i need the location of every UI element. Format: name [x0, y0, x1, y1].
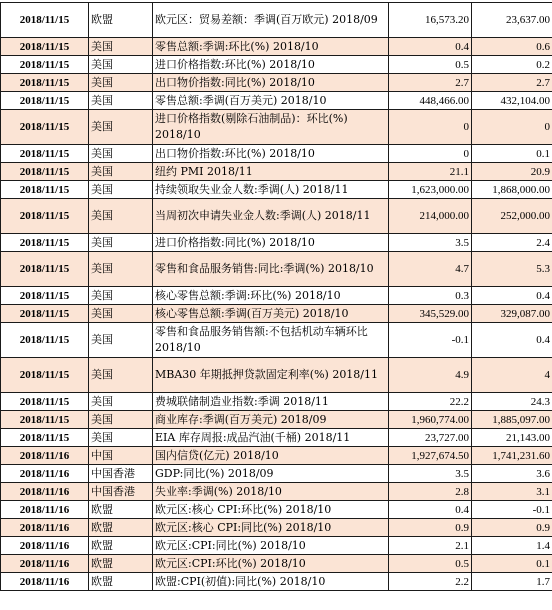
date-cell: 2018/11/15 [1, 56, 89, 74]
indicator-cell: 欧元区:核心 CPI:同比(%) 2018/10 [153, 519, 389, 537]
previous-value-cell: 0.4 [389, 501, 472, 519]
date-cell: 2018/11/15 [1, 393, 89, 411]
country-cell: 美国 [89, 38, 153, 56]
indicator-cell: EIA 库存周报:成品汽油(千桶) 2018/11 [153, 429, 389, 447]
country-cell: 美国 [89, 393, 153, 411]
indicator-cell: 进口价格指数:同比(%) 2018/10 [153, 234, 389, 252]
table-row [1, 252, 552, 287]
country-cell: 美国 [89, 358, 153, 393]
table-row [1, 429, 552, 447]
table-row [1, 555, 552, 573]
country-cell: 欧盟 [89, 519, 153, 537]
country-cell: 美国 [89, 234, 153, 252]
indicator-cell: 欧元区:CPI:同比(%) 2018/10 [153, 537, 389, 555]
table-row [1, 447, 552, 465]
date-cell: 2018/11/15 [1, 163, 89, 181]
country-cell: 美国 [89, 74, 153, 92]
previous-value-cell: 0 [389, 145, 472, 163]
date-cell: 2018/11/15 [1, 3, 89, 38]
date-cell: 2018/11/16 [1, 501, 89, 519]
country-cell: 美国 [89, 145, 153, 163]
table-row [1, 199, 552, 234]
date-cell: 2018/11/15 [1, 110, 89, 145]
forecast-value-cell: 24.3 [472, 393, 552, 411]
indicator-cell: 欧元区:CPI:环比(%) 2018/10 [153, 555, 389, 573]
forecast-value-cell: 2.7 [472, 74, 552, 92]
table-row [1, 573, 552, 591]
date-cell: 2018/11/16 [1, 519, 89, 537]
table-row [1, 358, 552, 393]
country-cell: 美国 [89, 323, 153, 358]
previous-value-cell: 0.4 [389, 38, 472, 56]
date-cell: 2018/11/15 [1, 252, 89, 287]
indicator-cell: MBA30 年期抵押贷款固定利率(%) 2018/11 [153, 358, 389, 393]
forecast-value-cell: 432,104.00 [472, 92, 552, 110]
table-row [1, 163, 552, 181]
forecast-value-cell: 1.4 [472, 537, 552, 555]
forecast-value-cell: 252,000.00 [472, 199, 552, 234]
country-cell: 美国 [89, 56, 153, 74]
indicator-cell: 欧元区:核心 CPI:环比(%) 2018/10 [153, 501, 389, 519]
date-cell: 2018/11/15 [1, 358, 89, 393]
indicator-cell: 零售和食品服务销售:同比:季调(%) 2018/10 [153, 252, 389, 287]
date-cell: 2018/11/15 [1, 38, 89, 56]
date-cell: 2018/11/16 [1, 483, 89, 501]
table-row [1, 56, 552, 74]
forecast-value-cell: 329,087.00 [472, 305, 552, 323]
indicator-cell: 零售总额:季调:环比(%) 2018/10 [153, 38, 389, 56]
date-cell: 2018/11/16 [1, 555, 89, 573]
date-cell: 2018/11/15 [1, 287, 89, 305]
date-cell: 2018/11/16 [1, 447, 89, 465]
indicator-cell: 进口价格指数:环比(%) 2018/10 [153, 56, 389, 74]
country-cell: 欧盟 [89, 555, 153, 573]
table-row [1, 483, 552, 501]
previous-value-cell: 2.2 [389, 573, 472, 591]
date-cell: 2018/11/15 [1, 305, 89, 323]
country-cell: 美国 [89, 163, 153, 181]
date-cell: 2018/11/16 [1, 465, 89, 483]
table-row [1, 145, 552, 163]
forecast-value-cell: 3.6 [472, 465, 552, 483]
country-cell: 欧盟 [89, 537, 153, 555]
table-row [1, 92, 552, 110]
country-cell: 美国 [89, 110, 153, 145]
table-row [1, 393, 552, 411]
indicator-cell: 零售和食品服务销售额:不包括机动车辆环比 2018/10 [153, 323, 389, 358]
indicator-cell: 核心零售总额:季调(百万美元) 2018/10 [153, 305, 389, 323]
previous-value-cell: 4.7 [389, 252, 472, 287]
forecast-value-cell: 0 [472, 110, 552, 145]
economic-calendar-table [0, 2, 552, 591]
indicator-cell: 国内信贷(亿元) 2018/10 [153, 447, 389, 465]
country-cell: 美国 [89, 287, 153, 305]
table-row [1, 287, 552, 305]
table-row [1, 465, 552, 483]
previous-value-cell: 2.8 [389, 483, 472, 501]
date-cell: 2018/11/15 [1, 74, 89, 92]
date-cell: 2018/11/15 [1, 92, 89, 110]
previous-value-cell: 448,466.00 [389, 92, 472, 110]
indicator-cell: 进口价格指数(剔除石油制品)：环比(%) 2018/10 [153, 110, 389, 145]
table-row [1, 501, 552, 519]
forecast-value-cell: 1,741,231.60 [472, 447, 552, 465]
forecast-value-cell: -0.1 [472, 501, 552, 519]
previous-value-cell: 0.5 [389, 555, 472, 573]
country-cell: 美国 [89, 429, 153, 447]
table-row [1, 74, 552, 92]
indicator-cell: 欧元区：贸易差额：季调(百万欧元) 2018/09 [153, 3, 389, 38]
previous-value-cell: 22.2 [389, 393, 472, 411]
forecast-value-cell: 4 [472, 358, 552, 393]
table-row [1, 411, 552, 429]
table-row [1, 305, 552, 323]
date-cell: 2018/11/15 [1, 181, 89, 199]
forecast-value-cell: 3.1 [472, 483, 552, 501]
table-row [1, 38, 552, 56]
date-cell: 2018/11/16 [1, 573, 89, 591]
forecast-value-cell: 0.1 [472, 555, 552, 573]
table-row [1, 181, 552, 199]
previous-value-cell: 4.9 [389, 358, 472, 393]
previous-value-cell: 0.3 [389, 287, 472, 305]
forecast-value-cell: 0.6 [472, 38, 552, 56]
country-cell: 美国 [89, 252, 153, 287]
country-cell: 中国 [89, 447, 153, 465]
forecast-value-cell: 1,885,097.00 [472, 411, 552, 429]
date-cell: 2018/11/15 [1, 145, 89, 163]
date-cell: 2018/11/15 [1, 199, 89, 234]
table-row [1, 3, 552, 38]
indicator-cell: 失业率:季调(%) 2018/10 [153, 483, 389, 501]
forecast-value-cell: 20.9 [472, 163, 552, 181]
indicator-cell: 核心零售总额:季调:环比(%) 2018/10 [153, 287, 389, 305]
previous-value-cell: 23,727.00 [389, 429, 472, 447]
indicator-cell: GDP:同比(%) 2018/09 [153, 465, 389, 483]
date-cell: 2018/11/15 [1, 234, 89, 252]
country-cell: 美国 [89, 92, 153, 110]
previous-value-cell: 3.5 [389, 465, 472, 483]
previous-value-cell: 345,529.00 [389, 305, 472, 323]
indicator-cell: 持续领取失业金人数:季调(人) 2018/11 [153, 181, 389, 199]
indicator-cell: 欧盟:CPI(初值):同比(%) 2018/10 [153, 573, 389, 591]
country-cell: 美国 [89, 411, 153, 429]
country-cell: 中国香港 [89, 483, 153, 501]
table-body [1, 3, 552, 591]
previous-value-cell: 1,960,774.00 [389, 411, 472, 429]
country-cell: 欧盟 [89, 573, 153, 591]
forecast-value-cell: 23,637.00 [472, 3, 552, 38]
forecast-value-cell: 0.4 [472, 287, 552, 305]
indicator-cell: 商业库存:季调(百万美元) 2018/09 [153, 411, 389, 429]
indicator-cell: 出口物价指数:同比(%) 2018/10 [153, 74, 389, 92]
country-cell: 欧盟 [89, 3, 153, 38]
previous-value-cell: 3.5 [389, 234, 472, 252]
country-cell: 美国 [89, 305, 153, 323]
forecast-value-cell: 0.2 [472, 56, 552, 74]
previous-value-cell: 0.9 [389, 519, 472, 537]
country-cell: 美国 [89, 199, 153, 234]
table-row [1, 323, 552, 358]
indicator-cell: 当周初次申请失业金人数:季调(人) 2018/11 [153, 199, 389, 234]
forecast-value-cell: 21,143.00 [472, 429, 552, 447]
forecast-value-cell: 1,868,000.00 [472, 181, 552, 199]
previous-value-cell: 0.5 [389, 56, 472, 74]
date-cell: 2018/11/15 [1, 429, 89, 447]
indicator-cell: 费城联储制造业指数:季调 2018/11 [153, 393, 389, 411]
previous-value-cell: 1,623,000.00 [389, 181, 472, 199]
forecast-value-cell: 2.4 [472, 234, 552, 252]
forecast-value-cell: 0.9 [472, 519, 552, 537]
forecast-value-cell: 5.3 [472, 252, 552, 287]
indicator-cell: 零售总额:季调(百万美元) 2018/10 [153, 92, 389, 110]
date-cell: 2018/11/15 [1, 411, 89, 429]
previous-value-cell: 21.1 [389, 163, 472, 181]
date-cell: 2018/11/16 [1, 537, 89, 555]
previous-value-cell: 214,000.00 [389, 199, 472, 234]
indicator-cell: 纽约 PMI 2018/11 [153, 163, 389, 181]
previous-value-cell: -0.1 [389, 323, 472, 358]
table-row [1, 519, 552, 537]
indicator-cell: 出口物价指数:环比(%) 2018/10 [153, 145, 389, 163]
previous-value-cell: 16,573.20 [389, 3, 472, 38]
table-row [1, 537, 552, 555]
forecast-value-cell: 0.4 [472, 323, 552, 358]
previous-value-cell: 0 [389, 110, 472, 145]
date-cell: 2018/11/15 [1, 323, 89, 358]
previous-value-cell: 2.1 [389, 537, 472, 555]
forecast-value-cell: 1.7 [472, 573, 552, 591]
country-cell: 中国香港 [89, 465, 153, 483]
country-cell: 美国 [89, 181, 153, 199]
previous-value-cell: 2.7 [389, 74, 472, 92]
table-row [1, 110, 552, 145]
table-row [1, 234, 552, 252]
forecast-value-cell: 0.1 [472, 145, 552, 163]
country-cell: 欧盟 [89, 501, 153, 519]
previous-value-cell: 1,927,674.50 [389, 447, 472, 465]
